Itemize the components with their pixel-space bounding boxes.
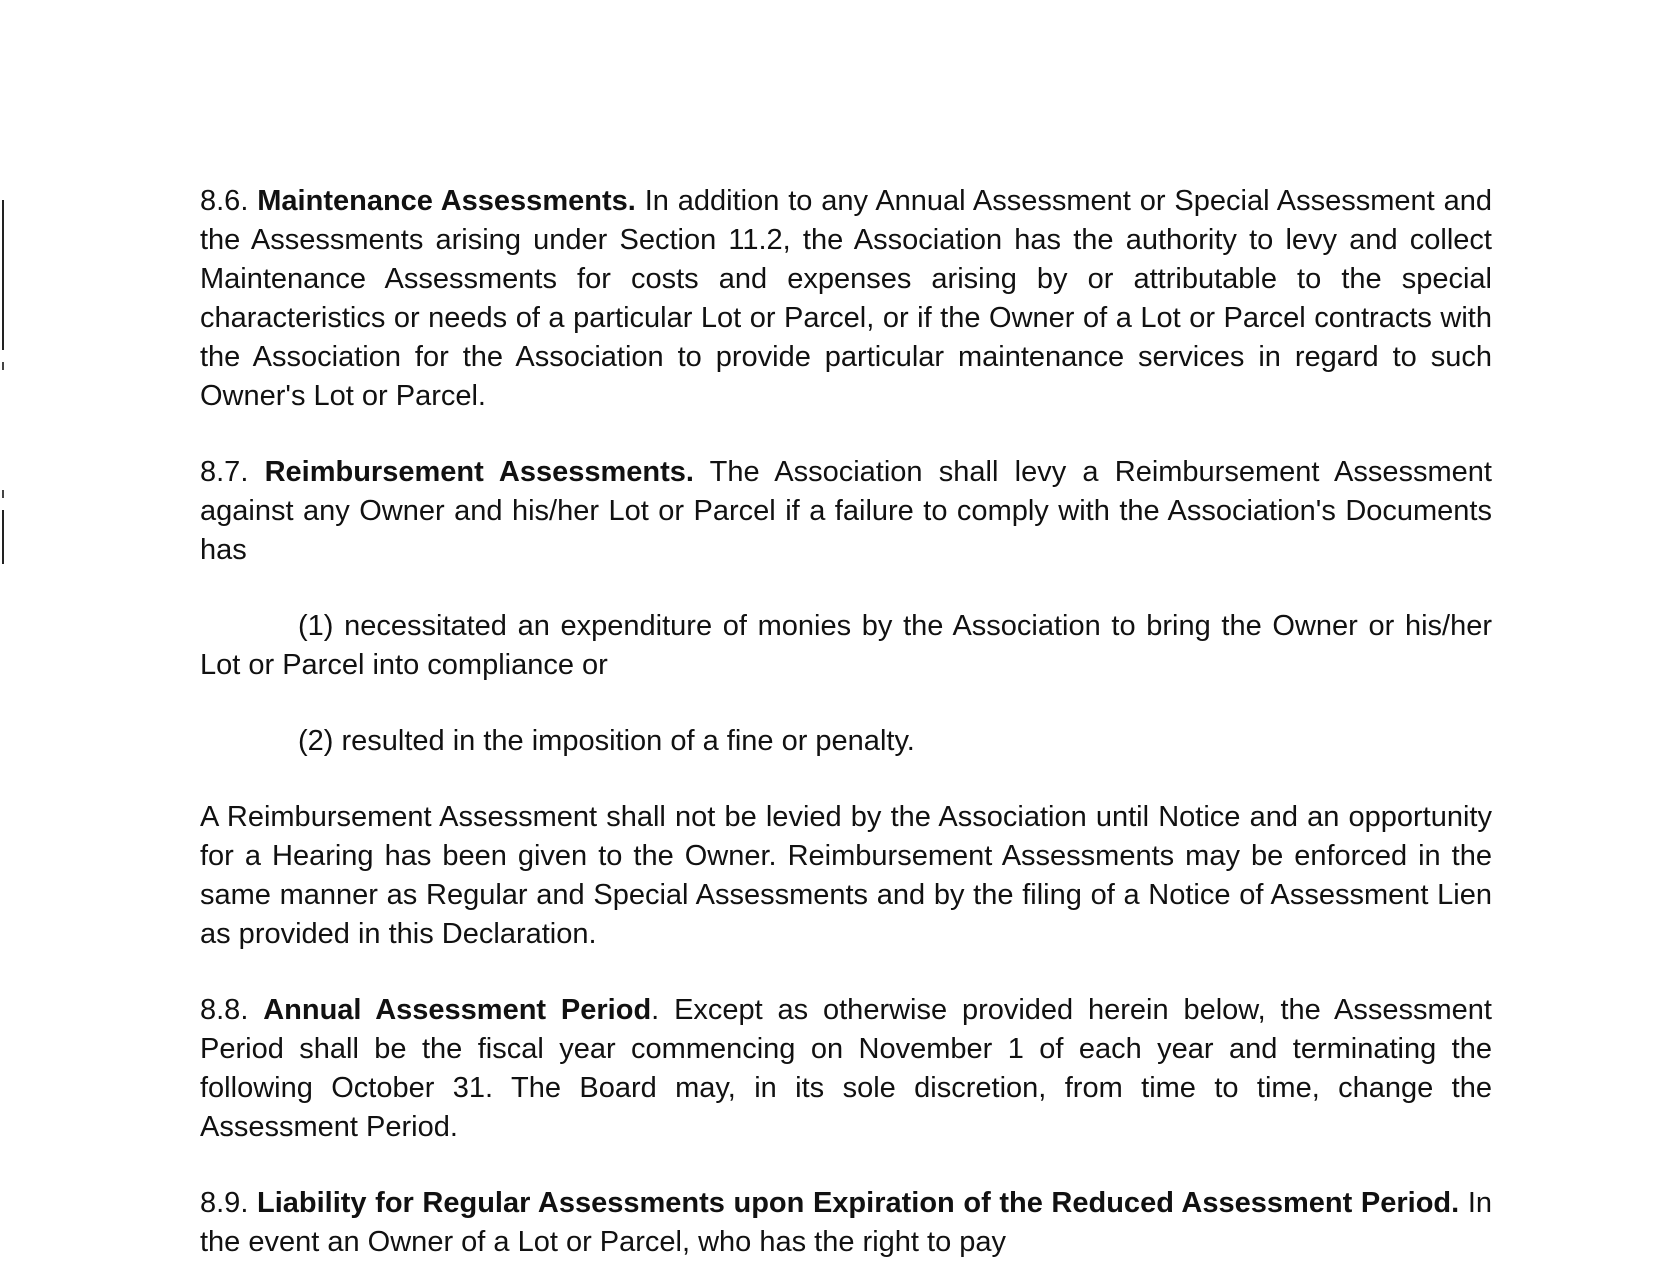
section-title: Reimbursement Assessments. [264, 456, 694, 488]
section-number: 8.6. [200, 185, 249, 217]
section-body: In addition to any Annual Assessment or Special Assessment and the Assessments arising under Section 11.2, the Association has the authority to levy and collect Maintenance Assessments for costs and expenses arising by or attributable to the special characteristics or needs of a particular Lot or Parcel, or if the Owner of a Lot or Parcel contracts with the Association for the Association to provide particular maintenance services in regard to such Owner's Lot or Parcel. [200, 185, 1493, 412]
revision-bar [2, 200, 4, 350]
section-title: Maintenance Assessments. [257, 185, 636, 217]
revision-mark [2, 362, 4, 370]
section-title-punct: . [651, 994, 660, 1026]
section-title: Annual Assessment Period [263, 994, 652, 1026]
section-8-6 [200, 182, 1492, 416]
section-body: Except as otherwise provided herein below, the Assessment Period shall be the fiscal year commencing on November 1 of each year and terminating the following October 31. The Board may, in its sole discretion, from time to time, change the Assessment Period. [200, 994, 1492, 1143]
list-item-1: (1) necessitated an expenditure of monies by the Association to bring the Owner or his/her Lot or Parcel into compliance or [200, 610, 1492, 681]
reimbursement-closing-paragraph: A Reimbursement Assessment shall not be levied by the Association until Notice and an opportunity for a Hearing has been given to the Owner. Reimbursement Assessments may be enforced in the same manner as Regular and Special Assessments and by the filing of a Notice of Assessment Lien as provided in this Declaration. [200, 801, 1492, 950]
section-8-9: 8.9. Liability for Regular Assessments upon Expiration of the Reduced Assessment Period. In the event an Owner of a Lot or Parcel, who has the right to pay [200, 1187, 1493, 1258]
section-number: 8.7. [200, 456, 249, 488]
section-number: 8.8. [200, 994, 249, 1026]
revision-bar [2, 510, 4, 564]
section-8-8 [200, 991, 1492, 1147]
section-body: In the event an Owner of a Lot or Parcel, who has the right to pay [200, 1187, 1493, 1258]
section-title: Liability for Regular Assessments upon Expiration of the Reduced Assessment Period [256, 1187, 1452, 1219]
document-body [200, 182, 1492, 1262]
section-8-7 [200, 453, 1492, 570]
list-item-2: (2) resulted in the imposition of a fine or penalty. [298, 725, 915, 757]
section-number: 8.9. [200, 1187, 249, 1219]
section-body: The Association shall levy a Reimbursement Assessment against any Owner and his/her Lot or Parcel if a failure to comply with the Association's Documents has [200, 456, 1492, 566]
revision-mark [2, 490, 4, 498]
